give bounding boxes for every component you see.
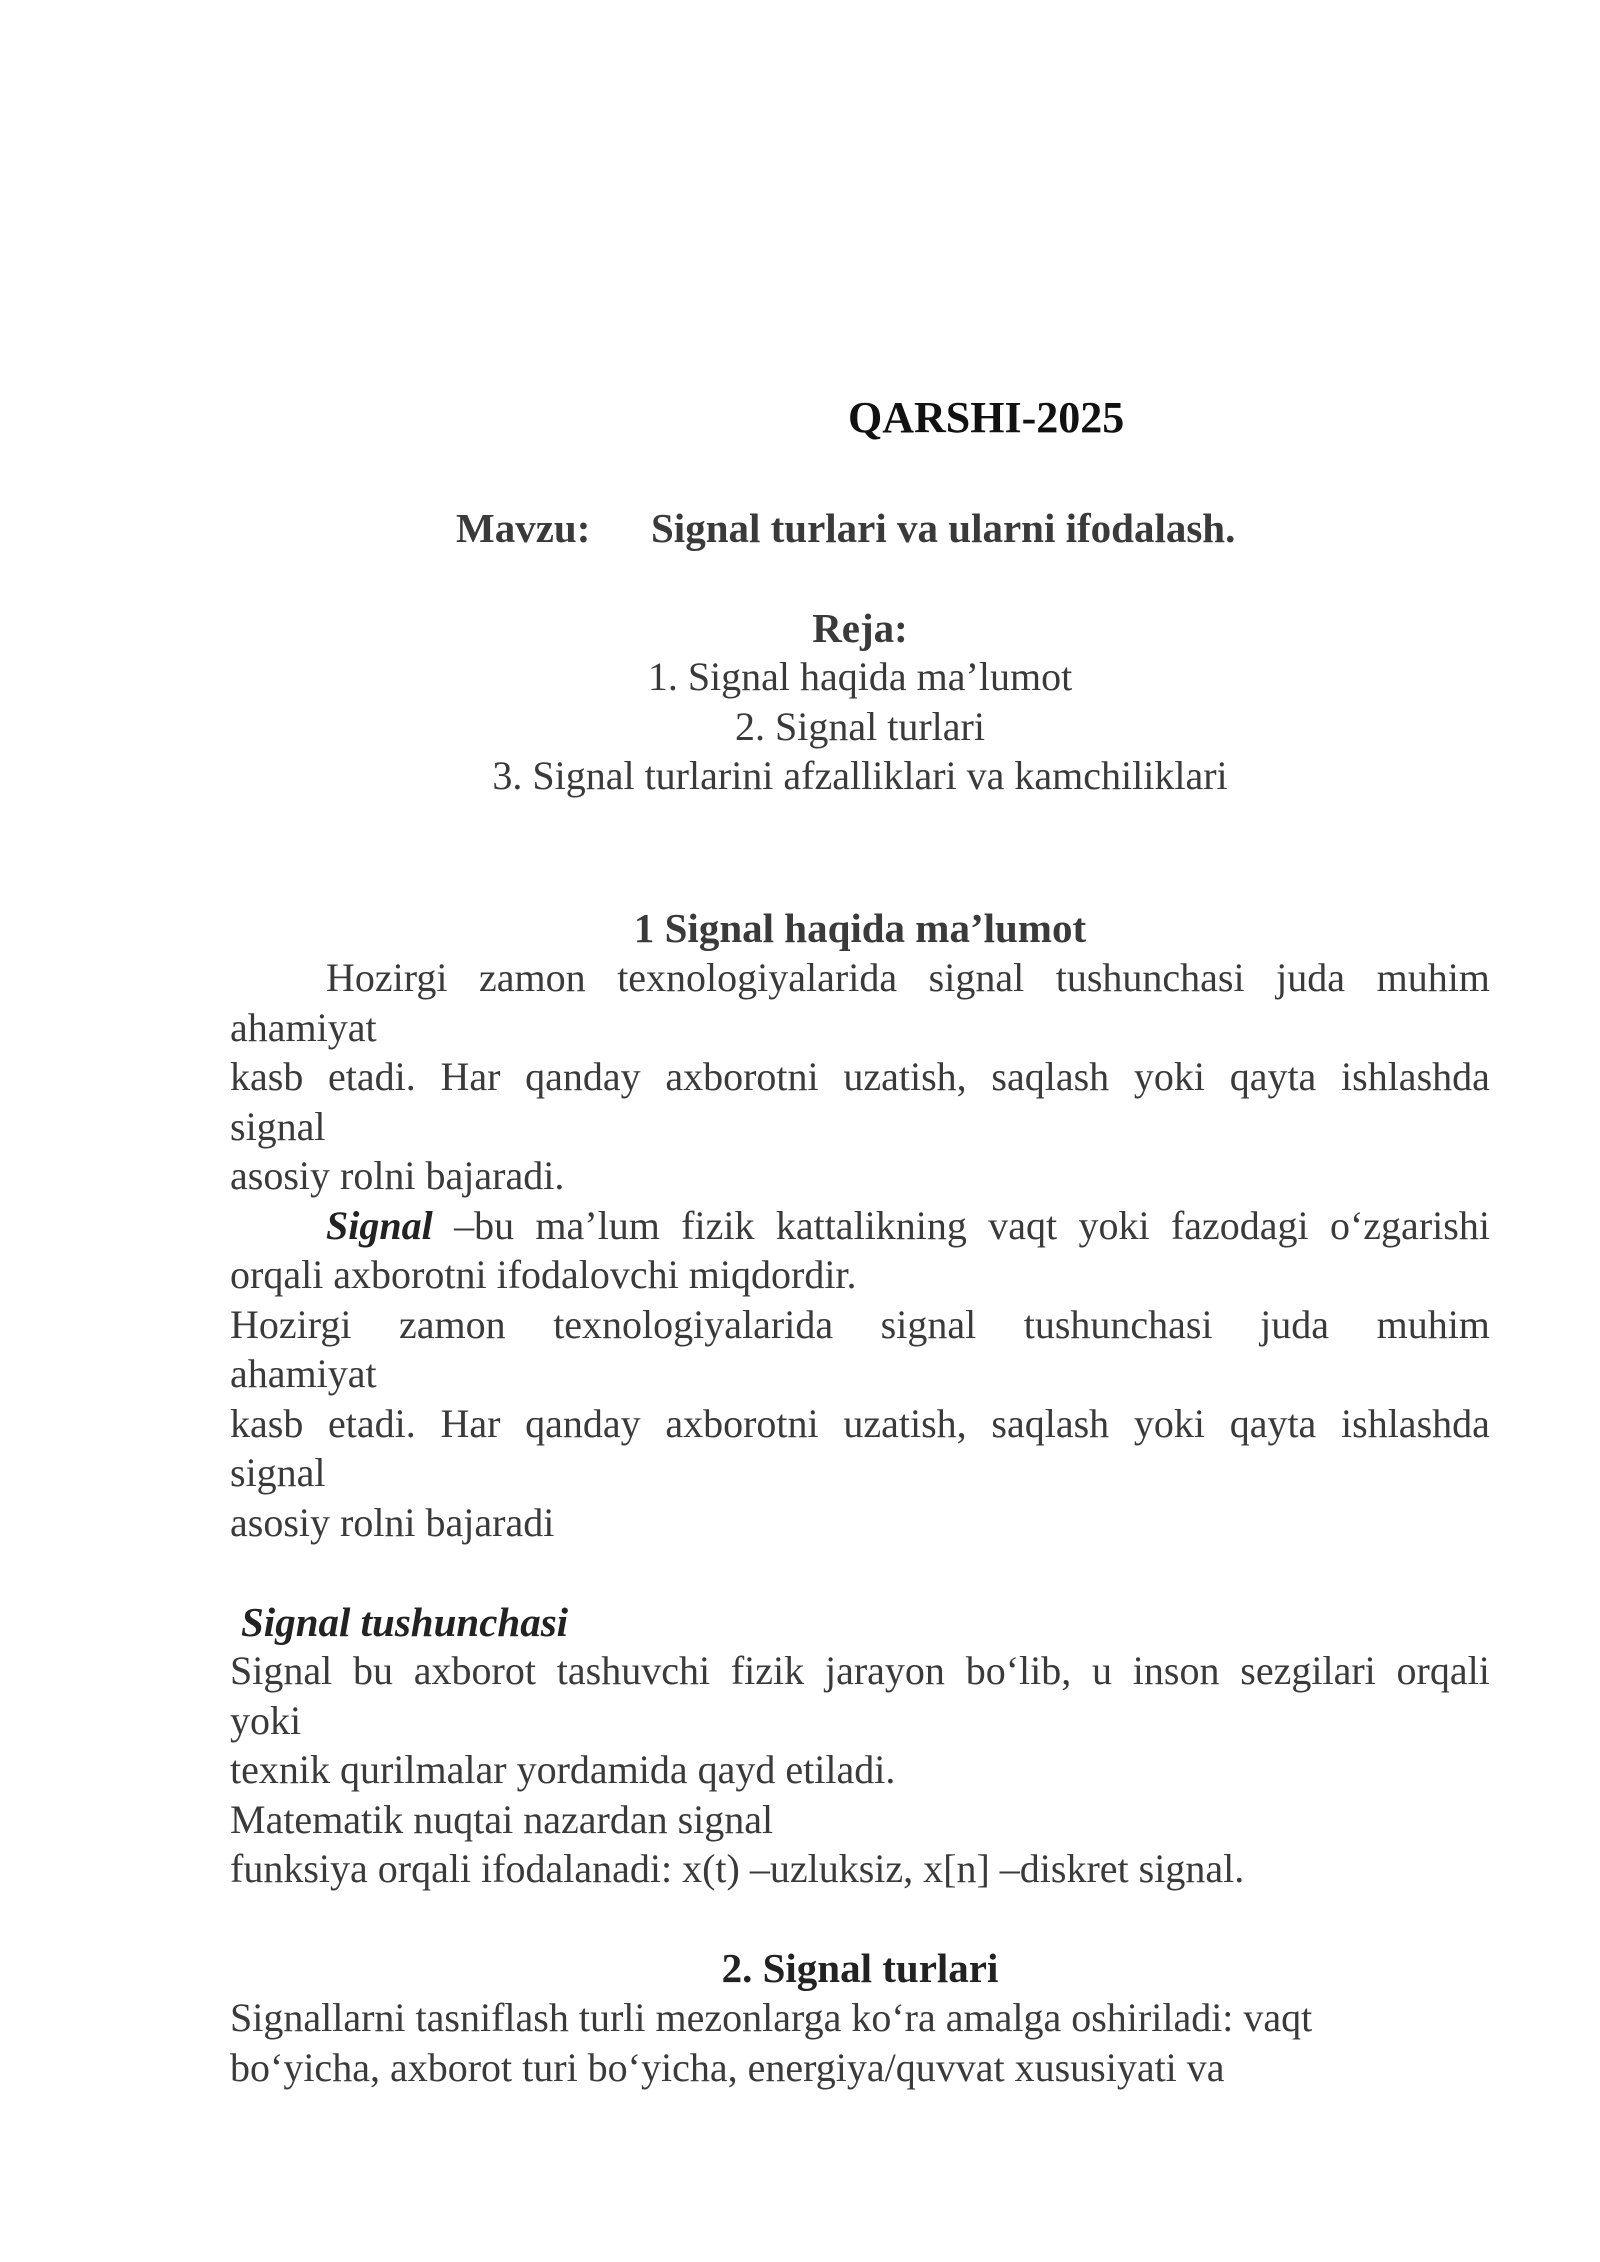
definition-word: fazodagi [1170, 1202, 1309, 1248]
paragraph-line: Signallarni tasniflash turli mezonlarga ko‘ra amalga oshiriladi: vaqt [230, 1995, 1313, 2040]
paragraph-line [230, 1646, 1490, 1696]
definition-word: o‘zgarishi [1329, 1202, 1490, 1248]
section-1-heading: 1 Signal haqida ma’lumot [633, 905, 1087, 951]
word: Hozirgi [230, 1301, 352, 1347]
topic-text: Signal turlari va ularni ifodalash. [651, 505, 1236, 551]
definition-word: vaqt [988, 1202, 1058, 1248]
word: saqlash [991, 1054, 1110, 1099]
word: fizik [730, 1648, 805, 1693]
topic-label: Mavzu: [456, 505, 591, 551]
concept-heading: Signal tushunchasi [241, 1599, 569, 1645]
concept-body [230, 1646, 1490, 1894]
word: texnologiyalarida [617, 955, 898, 1000]
paragraph-line [230, 1300, 1490, 1350]
word: yoki [1133, 1400, 1205, 1446]
word: axborotni [665, 1400, 819, 1446]
word: uzatish, [843, 1054, 967, 1099]
word: juda [1276, 955, 1346, 1000]
definition-word: –bu [454, 1202, 515, 1248]
word: orqali [1396, 1648, 1490, 1693]
word: etadi. [328, 1400, 416, 1446]
word: ishlashda [1341, 1400, 1490, 1446]
word: sezgilari [1240, 1648, 1376, 1693]
paragraph-line [230, 1399, 1490, 1449]
section-2-heading: 2. Signal turlari [721, 1945, 999, 1991]
definition-word: kattalikning [775, 1202, 967, 1248]
definition-term: Signal [326, 1202, 433, 1248]
word: muhim [1376, 1301, 1490, 1347]
paragraph-line: asosiy rolni bajaradi. [230, 1153, 565, 1198]
word: Hozirgi [326, 955, 448, 1000]
word: qayta [1229, 1400, 1317, 1446]
word: Har [440, 1054, 501, 1099]
word: signal [928, 955, 1025, 1000]
word: tashuvchi [556, 1648, 711, 1693]
word: inson [1132, 1648, 1220, 1693]
section-2-body [230, 1993, 1490, 2092]
word: ishlashda [1341, 1054, 1490, 1099]
paragraph-line: signal [230, 1450, 326, 1495]
paragraph-line [230, 953, 1490, 1003]
word: axborotni [665, 1054, 819, 1099]
word: axborot [413, 1648, 536, 1693]
word: Har [440, 1400, 501, 1446]
word: tushunchasi [1023, 1301, 1213, 1347]
paragraph-line [230, 1052, 1490, 1102]
definition-word: fizik [681, 1202, 755, 1248]
word: juda [1260, 1301, 1330, 1347]
word: qanday [525, 1054, 641, 1099]
definition-line [230, 1201, 1490, 1251]
word: saqlash [991, 1400, 1110, 1446]
word: bu [353, 1648, 394, 1693]
word: zamon [399, 1301, 506, 1347]
plan-list [0, 652, 1600, 801]
word: qanday [525, 1400, 641, 1446]
word: qayta [1229, 1054, 1317, 1099]
word: yoki [1133, 1054, 1205, 1099]
word: kasb [230, 1400, 304, 1446]
paragraph-line: Matematik nuqtai nazardan signal [230, 1796, 774, 1842]
plan-item: 3. Signal turlarini afzalliklari va kamchiliklari [492, 753, 1228, 798]
plan-item: 1. Signal haqida ma’lumot [647, 654, 1073, 699]
word: etadi. [328, 1054, 416, 1099]
paragraph-line: bo‘yicha, axborot turi bo‘yicha, energiya/quvvat xususiyati va [230, 2044, 1225, 2090]
paragraph-line: asosiy rolni bajaradi [230, 1499, 555, 1545]
word: kasb [230, 1054, 304, 1099]
word: jarayon [824, 1648, 945, 1693]
word: zamon [479, 955, 586, 1000]
word: tushunchasi [1055, 955, 1245, 1000]
paragraph-line: ahamiyat [230, 1351, 377, 1396]
paragraph-line: yoki [230, 1697, 302, 1743]
word: u [1092, 1648, 1113, 1693]
paragraph-line: texnik qurilmalar yordamida qayd etiladi. [230, 1747, 896, 1792]
word: texnologiyalarida [553, 1301, 834, 1347]
definition-word: ma’lum [535, 1202, 660, 1248]
word: Signal [230, 1648, 333, 1693]
paragraph-line: funksiya orqali ifodalanadi: x(t) –uzluksiz, x[n] –diskret signal. [230, 1846, 1245, 1891]
plan-title: Reja: [812, 605, 908, 651]
document-title: QARSHI-2025 [848, 393, 1125, 442]
word: bo‘lib, [965, 1648, 1072, 1693]
section-1-body [230, 953, 1490, 1547]
plan-item: 2. Signal turlari [735, 703, 985, 749]
word: muhim [1376, 955, 1490, 1000]
word: uzatish, [843, 1400, 967, 1446]
definition-line: orqali axborotni ifodalovchi miqdordir. [230, 1252, 857, 1297]
paragraph-line: ahamiyat [230, 1004, 377, 1050]
paragraph-line: signal [230, 1103, 326, 1149]
definition-word: yoki [1078, 1202, 1150, 1248]
word: signal [880, 1301, 977, 1347]
